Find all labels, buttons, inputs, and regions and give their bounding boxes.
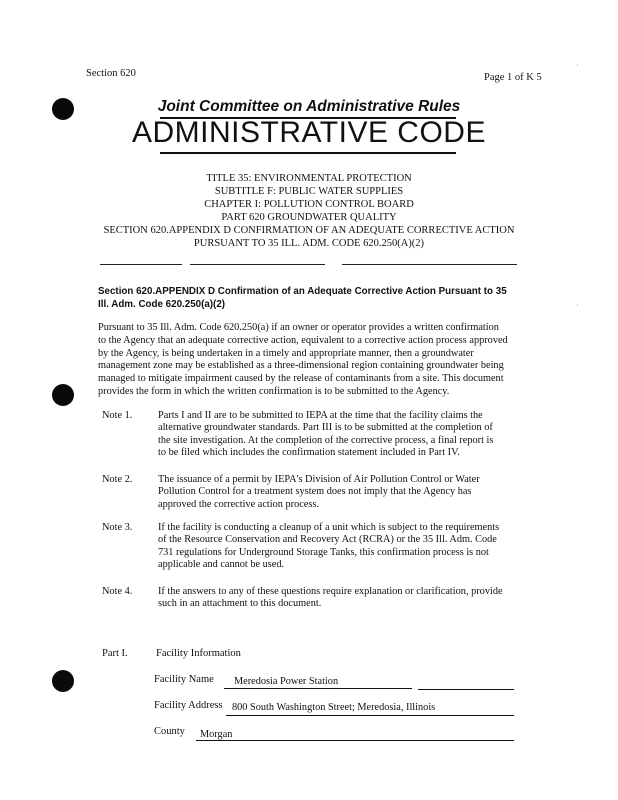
section-heading-line: Section 620.APPENDIX D Confirmation of an Adequate Corrective Action Pursuant to 35 bbox=[98, 286, 507, 297]
punch-hole-bottom bbox=[52, 670, 74, 692]
note-line: to be filed which includes the confirmation statement included in Part IV. bbox=[158, 447, 460, 459]
citation-line: SECTION 620.APPENDIX D CONFIRMATION OF AN ADEQUATE CORRECTIVE ACTION bbox=[103, 225, 515, 236]
note-line: The issuance of a permit by IEPA's Division of Air Pollution Control or Water bbox=[158, 474, 480, 485]
section-heading bbox=[98, 285, 518, 311]
facility-name-line bbox=[224, 688, 412, 689]
facility-name-label: Facility Name bbox=[154, 674, 214, 685]
note-line: approved the corrective action process. bbox=[158, 498, 319, 510]
note-line: alternative groundwater standards. Part III is to be submitted at the completion of bbox=[158, 422, 493, 434]
paragraph-line: managed to mitigate impairment caused by the release of contaminants from a site. This document bbox=[98, 373, 504, 385]
intro-paragraph bbox=[98, 322, 518, 399]
separator bbox=[342, 264, 517, 265]
facility-address-line bbox=[226, 715, 514, 716]
county-line bbox=[196, 740, 514, 741]
paragraph-line: Pursuant to 35 Ill. Adm. Code 620.250(a) if an owner or operator provides a written confirmation bbox=[98, 322, 499, 333]
citation-line: CHAPTER I: POLLUTION CONTROL BOARD bbox=[204, 199, 414, 210]
note-line: 731 regulations for Underground Storage Tanks, this confirmation process is not bbox=[158, 546, 489, 558]
paragraph-line: management zone may be established as a three-dimensional region containing groundwater being bbox=[98, 360, 504, 372]
paragraph-line: to the Agency that an adequate corrective action, equivalent to a corrective action process approved bbox=[98, 334, 508, 346]
separator bbox=[190, 264, 325, 265]
separator bbox=[100, 264, 182, 265]
paragraph-line: provides the form in which the written confirmation is to be submitted to the Agency. bbox=[98, 385, 450, 397]
county-value: Morgan bbox=[200, 729, 233, 740]
note-line: applicable and cannot be used. bbox=[158, 559, 285, 571]
note-text bbox=[158, 474, 518, 511]
citation-line: SUBTITLE F: PUBLIC WATER SUPPLIES bbox=[214, 186, 404, 197]
margin-mark: · bbox=[576, 300, 579, 310]
note-label: Note 3. bbox=[102, 522, 133, 533]
facility-address-value: 800 South Washington Street; Meredosia, Illinois bbox=[232, 702, 436, 713]
section-header: Section 620 bbox=[86, 68, 136, 79]
punch-hole-middle bbox=[52, 384, 74, 406]
note-line: If the answers to any of these questions require explanation or clarification, provide bbox=[158, 586, 503, 597]
citation-line: PURSUANT TO 35 ILL. ADM. CODE 620.250(A)(2) bbox=[193, 238, 425, 249]
section-heading-line: Ill. Adm. Code 620.250(a)(2) bbox=[98, 299, 226, 310]
citation-block bbox=[0, 172, 618, 250]
facility-name-line bbox=[418, 689, 514, 690]
margin-mark: · bbox=[576, 60, 579, 70]
page-number: Page 1 of K 5 bbox=[484, 72, 542, 83]
note-line: of the Resource Conservation and Recovery Act (RCRA) or the 35 Ill. Adm. Code bbox=[158, 534, 497, 546]
note-label: Note 2. bbox=[102, 474, 133, 485]
part-label: Part I. bbox=[102, 648, 128, 659]
note-text bbox=[158, 410, 518, 460]
note-text bbox=[158, 586, 518, 611]
note-line: If the facility is conducting a cleanup of a unit which is subject to the requirements bbox=[158, 522, 500, 533]
note-line: Pollution Control for a treatment system does not imply that the Agency has bbox=[158, 486, 472, 498]
committee-name: Joint Committee on Administrative Rules bbox=[157, 98, 461, 115]
facility-address-label: Facility Address bbox=[154, 700, 223, 711]
note-line: the site investigation. At the completion of the corrective process, a final report is bbox=[158, 434, 494, 446]
facility-name-value: Meredosia Power Station bbox=[234, 676, 339, 687]
note-line: Parts I and II are to be submitted to IEPA at the time that the facility claims the bbox=[158, 410, 483, 421]
part-title: Facility Information bbox=[156, 648, 241, 659]
note-line: such in an attachment to this document. bbox=[158, 598, 322, 610]
masthead-rule bbox=[160, 152, 456, 154]
document-title: ADMINISTRATIVE CODE bbox=[132, 116, 486, 149]
note-label: Note 1. bbox=[102, 410, 133, 421]
paragraph-line: by the Agency, is being undertaken in a timely and appropriate manner, then a groundwater bbox=[98, 347, 474, 359]
county-label: County bbox=[154, 726, 185, 737]
citation-line: PART 620 GROUNDWATER QUALITY bbox=[221, 212, 397, 223]
note-text bbox=[158, 522, 518, 572]
citation-line: TITLE 35: ENVIRONMENTAL PROTECTION bbox=[206, 173, 412, 184]
note-label: Note 4. bbox=[102, 586, 133, 597]
